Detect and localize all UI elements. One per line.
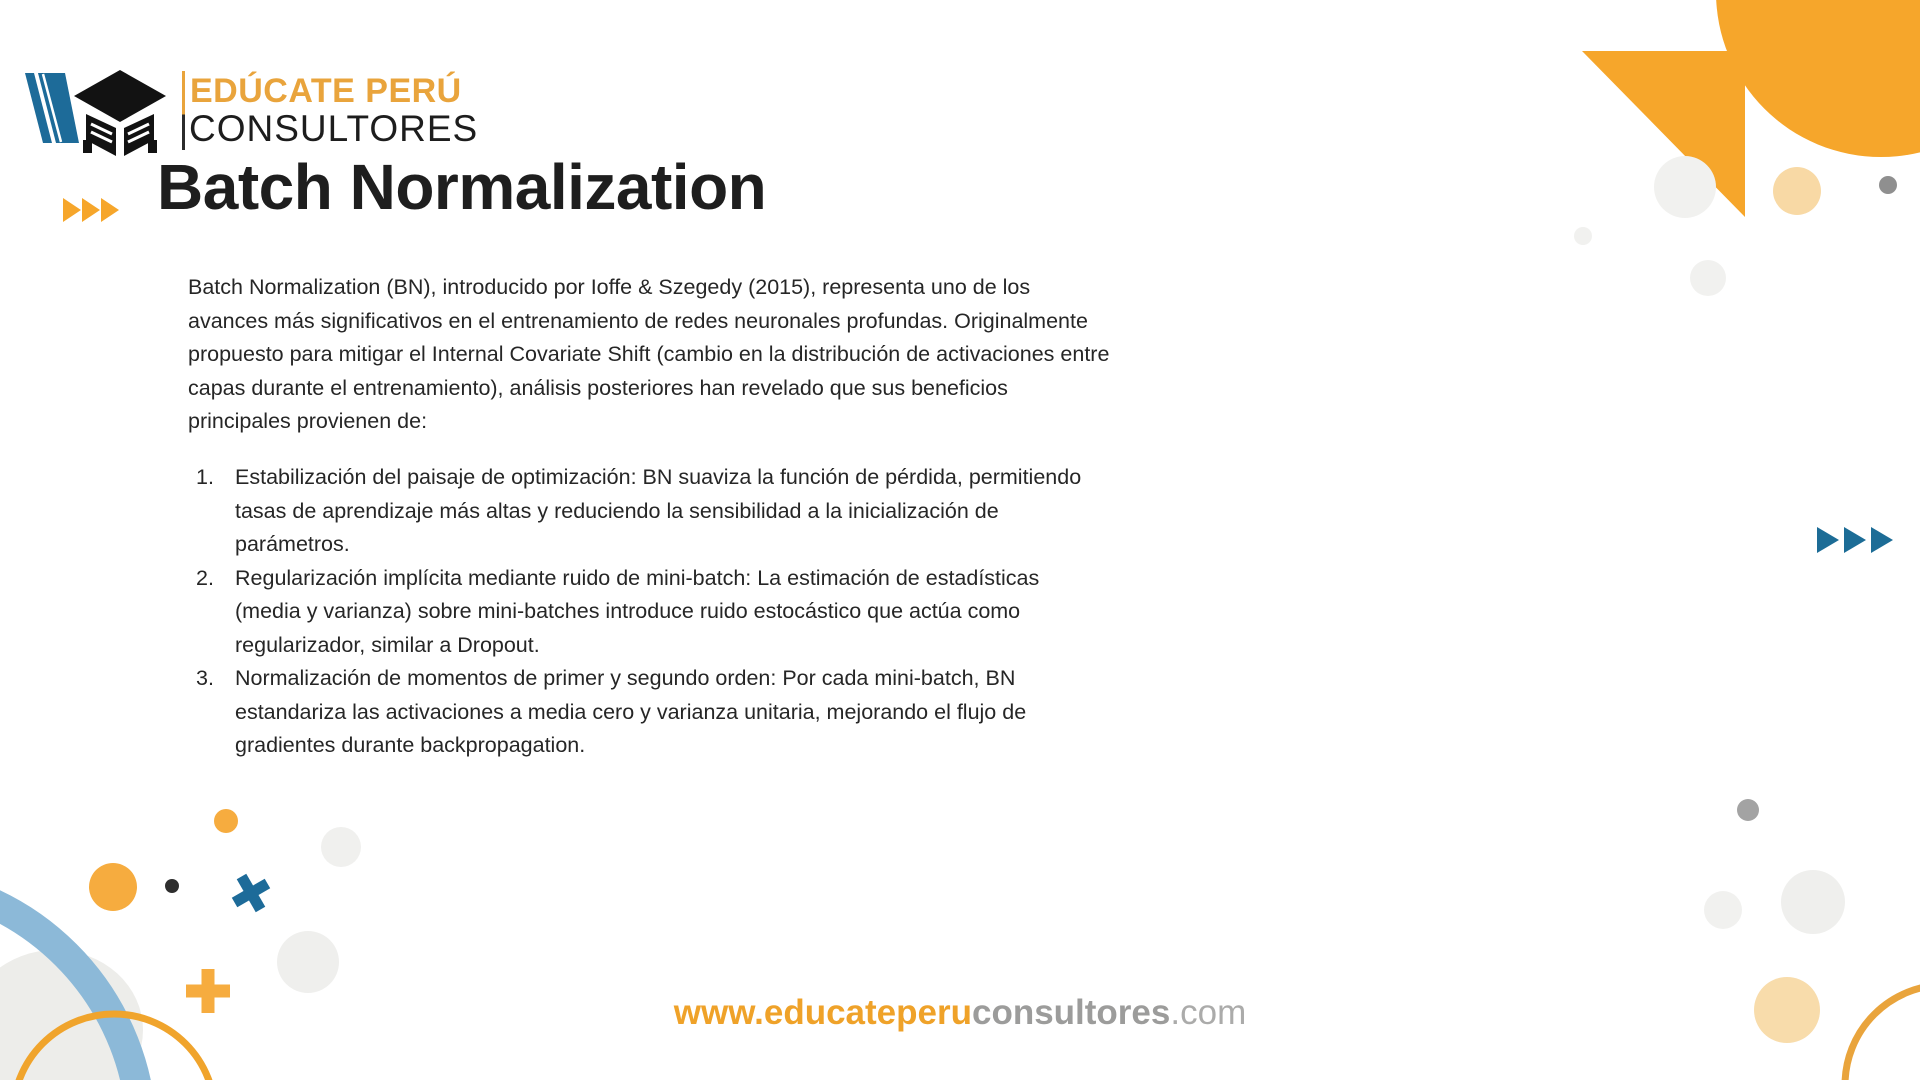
orange-circle-decoration: [89, 863, 137, 911]
list-item: [196, 461, 1081, 562]
benefits-list: [196, 461, 1081, 763]
dark-gray-dot-decoration: [1879, 176, 1897, 194]
intro-paragraph: [188, 271, 1109, 439]
gray-circle-decoration: [277, 931, 339, 993]
list-item-line: gradientes durante backpropagation.: [235, 733, 586, 757]
list-item-line: Normalización de momentos de primer y segundo orden: Por cada mini-batch, BN: [235, 666, 1016, 690]
list-item-line: regularizador, similar a Dropout.: [235, 632, 540, 657]
orange-plus-decoration: [186, 969, 230, 1013]
orange-ring-decoration: [13, 1014, 215, 1080]
list-item-line: Regularización implícita mediante ruido de mini-batch: La estimación de estadísticas: [235, 565, 1040, 590]
gray-circle-decoration: [1704, 891, 1742, 929]
triple-arrow-icon: [63, 197, 121, 224]
blue-ring-decoration: [0, 879, 142, 1080]
orange-ring-corner-decoration: [1845, 985, 1920, 1080]
brand-name-line2: CONSULTORES: [189, 108, 479, 149]
peach-circle-decoration: [1773, 167, 1821, 215]
page-title: Batch Normalization: [157, 151, 767, 223]
gray-circle-decoration: [1781, 870, 1845, 934]
orange-triangle-decoration: [1582, 51, 1745, 217]
intro-line: propuesto para mitigar el Internal Covariate Shift (cambio en la distribución de activaciones entre: [188, 342, 1110, 366]
gray-circle-decoration: [1574, 227, 1592, 245]
list-item-line: estandariza las activaciones a media cero y varianza unitaria, mejorando el flujo de: [235, 699, 1027, 724]
peach-circle-decoration: [1754, 977, 1820, 1043]
orange-circle-decoration: [214, 809, 238, 833]
list-item: [196, 662, 1081, 763]
list-item-number: 2.: [196, 565, 214, 590]
list-item-number: 1.: [196, 465, 214, 489]
gray-circle-decoration: [321, 827, 361, 867]
list-item-line: parámetros.: [235, 532, 350, 556]
list-item-line: (media y varianza) sobre mini-batches introduce ruido estocástico que actúa como: [235, 599, 1021, 623]
list-item: [196, 562, 1081, 663]
logo-divider: [182, 71, 185, 150]
url-part-gray: consultores: [971, 993, 1171, 1032]
intro-line: principales provienen de:: [188, 409, 428, 433]
list-item-line: tasas de aprendizaje más altas y reduciendo la sensibilidad a la inicialización de: [235, 498, 999, 523]
intro-line: avances más significativos en el entrenamiento de redes neuronales profundas. Originalmente: [188, 308, 1088, 333]
gray-blob-decoration: [0, 950, 143, 1080]
list-item-line: Estabilización del paisaje de optimización: BN suaviza la función de pérdida, permitiendo: [235, 465, 1082, 489]
graduation-cap-icon: [72, 68, 168, 160]
intro-line: Batch Normalization (BN), introducido por Ioffe & Szegedy (2015), representa uno de los: [188, 275, 1031, 299]
gray-dot-decoration: [1737, 799, 1759, 821]
black-dot-decoration: [165, 879, 179, 893]
brand-name-line1: EDÚCATE PERÚ: [190, 72, 462, 110]
gray-circle-decoration: [1654, 156, 1716, 218]
list-item-number: 3.: [196, 666, 214, 690]
website-url: [674, 993, 1246, 1033]
intro-line: capas durante el entrenamiento), análisis posteriores han revelado que sus beneficios: [188, 375, 1008, 400]
teal-x-mark-decoration: [230, 872, 272, 914]
triple-arrow-blue-icon: [1817, 526, 1895, 554]
gray-circle-decoration: [1690, 260, 1726, 296]
url-part-orange: www.educateperu: [673, 993, 972, 1032]
url-part-tld: .com: [1170, 993, 1247, 1032]
orange-circle-decoration: [1716, 0, 1920, 157]
